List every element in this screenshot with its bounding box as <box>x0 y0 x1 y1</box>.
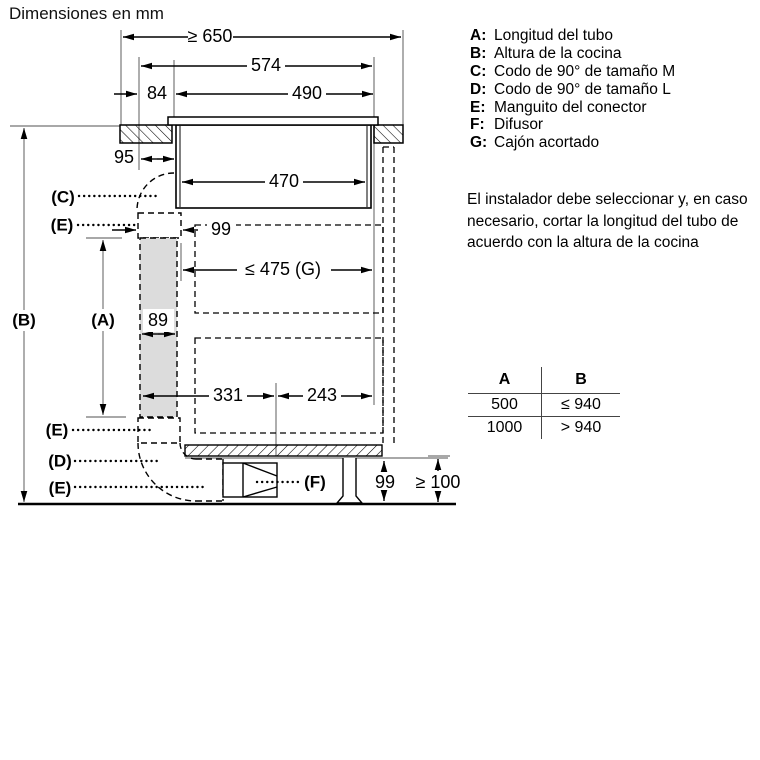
legend-key: F: <box>470 116 485 134</box>
dim-574: 574 <box>250 55 282 75</box>
dim-475-g: ≤ 475 (G) <box>245 259 321 279</box>
legend-key: D: <box>470 80 487 98</box>
diffuser <box>223 463 277 497</box>
dim-243: 243 <box>306 385 338 405</box>
installer-note: El instalador debe seleccionar y, en caso necesario, cortar la longitud del tubo de acuerdo con la altura de la cocina <box>467 191 748 252</box>
legend-key: G: <box>470 134 488 152</box>
label-f: (F) <box>304 472 326 492</box>
legend-item-c <box>470 63 675 81</box>
legend-key: B: <box>470 44 487 62</box>
legend-key: E: <box>470 98 486 116</box>
cell-b1: ≤ 940 <box>542 394 621 417</box>
legend-item-f <box>470 116 675 134</box>
connector-sleeve-top <box>138 213 181 238</box>
label-d: (D) <box>48 451 72 471</box>
legend-label: Difusor <box>494 116 544 134</box>
label-c: (C) <box>51 187 75 207</box>
legend-label: Codo de 90° de tamaño L <box>494 80 671 98</box>
table-row <box>468 417 620 440</box>
label-a: (A) <box>91 310 115 330</box>
legend-item-g <box>470 134 675 152</box>
label-e2: (E) <box>45 420 69 440</box>
cabinet-shelf <box>185 445 382 456</box>
table-header-b: B <box>542 367 621 394</box>
dim-100: ≥ 100 <box>415 472 461 492</box>
dim-331: 331 <box>212 385 244 405</box>
legend-label: Longitud del tubo <box>494 27 613 44</box>
legend <box>470 27 675 152</box>
dim-470: 470 <box>268 171 300 191</box>
dim-490: 490 <box>291 83 323 103</box>
elbow-c-outline <box>137 173 174 210</box>
tube-length-table <box>468 367 620 439</box>
legend-item-d <box>470 81 675 99</box>
table-header-a: A <box>468 367 542 394</box>
label-e1: (E) <box>50 215 74 235</box>
cell-b2: > 940 <box>542 417 621 440</box>
legend-label: Codo de 90° de tamaño M <box>494 62 676 80</box>
dim-99-bottom: 99 <box>374 472 396 492</box>
legend-key: C: <box>470 62 487 80</box>
label-b: (B) <box>12 310 36 330</box>
legend-key: A: <box>470 27 487 44</box>
legend-item-a <box>470 27 675 45</box>
hob-glass-top <box>168 117 378 125</box>
dim-95: 95 <box>113 147 135 167</box>
page-title: Dimensiones en mm <box>9 4 164 23</box>
cell-a2: 1000 <box>486 419 523 436</box>
label-e3: (E) <box>48 478 72 498</box>
table-row <box>468 394 620 417</box>
legend-item-b <box>470 45 675 63</box>
cabinet-leg <box>337 458 362 503</box>
legend-item-e <box>470 99 675 117</box>
rear-duct-outline <box>383 147 394 445</box>
legend-label: Manguito del conector <box>494 98 647 116</box>
legend-label: Altura de la cocina <box>494 44 622 62</box>
dim-650: ≥ 650 <box>187 26 233 46</box>
legend-label: Cajón acortado <box>494 134 600 152</box>
table-header-row <box>468 367 620 394</box>
dim-89: 89 <box>147 310 169 330</box>
leader-lines <box>73 196 301 487</box>
cell-a1: 500 <box>468 394 542 417</box>
dim-99-top: 99 <box>210 219 232 239</box>
dim-84: 84 <box>146 83 168 103</box>
hob-body <box>176 125 371 208</box>
